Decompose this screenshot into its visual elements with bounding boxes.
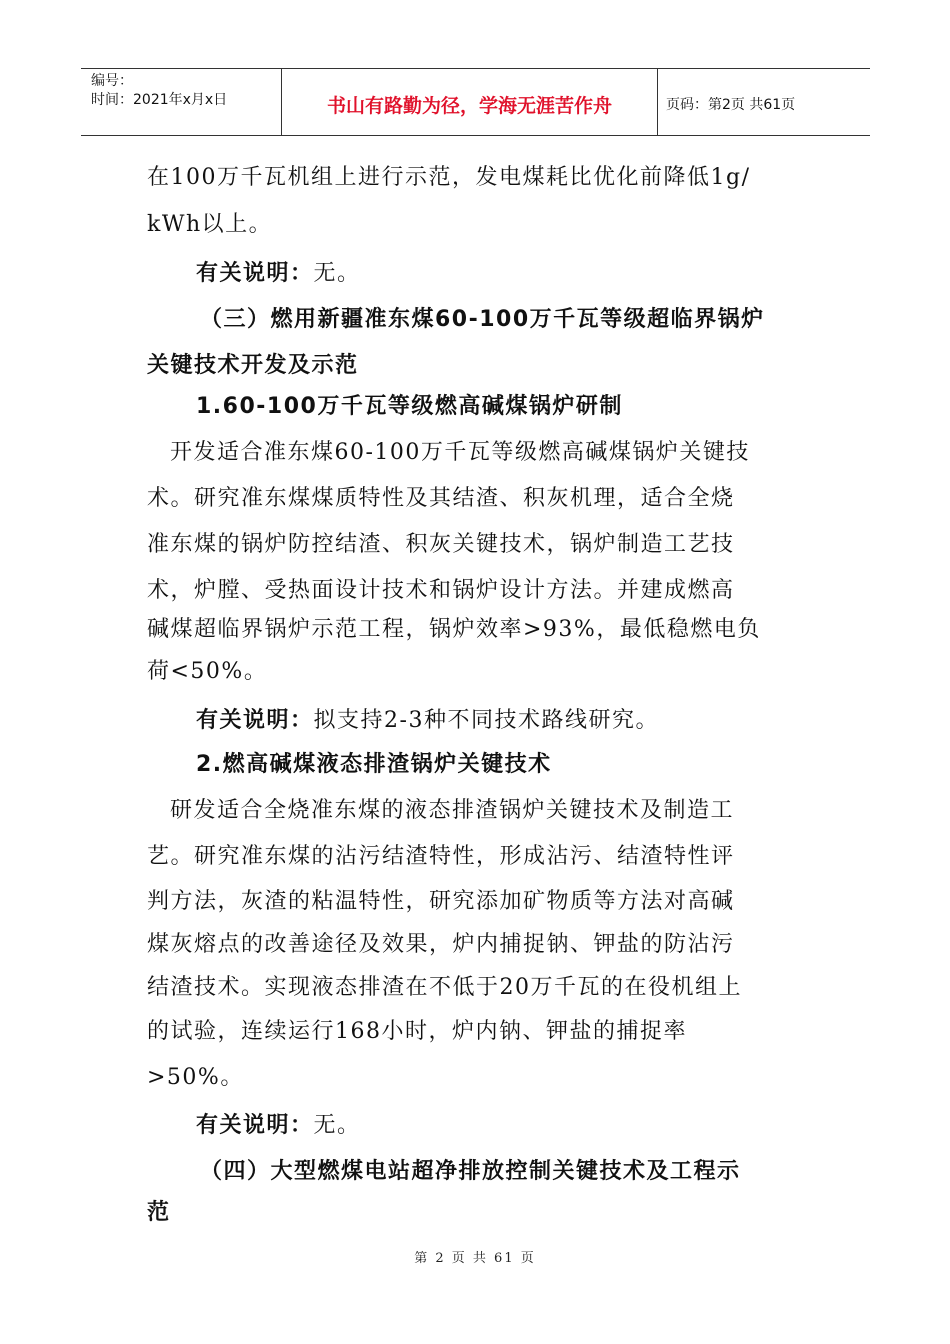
note-text: 无。 xyxy=(313,1113,361,1138)
note-1 xyxy=(196,256,361,287)
header-page-info: 页码：第2页 共61页 xyxy=(666,97,796,113)
note-text: 拟支持2-3种不同技术路线研究。 xyxy=(313,708,659,733)
note-label: 有关说明： xyxy=(196,708,314,733)
paragraph-line: 的试验，连续运行168小时，炉内钠、钾盐的捕捉率 xyxy=(147,1019,687,1044)
document-number-label: 编号： xyxy=(91,73,133,89)
section-heading-4: （四）大型燃煤电站超净排放控制关键技术及工程示 xyxy=(200,1159,741,1184)
note-label: 有关说明： xyxy=(196,261,314,286)
page-header xyxy=(81,68,870,136)
note-3 xyxy=(196,1108,361,1139)
paragraph-line: 荷<50%。 xyxy=(147,659,268,684)
paragraph-line: 研发适合全烧准东煤的液态排渣锅炉关键技术及制造工 xyxy=(170,798,735,823)
header-motto: 书山有路勤为径，学海无涯苦作舟 xyxy=(282,69,658,135)
paragraph-line: 碱煤超临界锅炉示范工程，锅炉效率>93%，最低稳燃电负 xyxy=(147,617,761,642)
header-meta xyxy=(81,69,282,135)
paragraph-line: 术。研究准东煤煤质特性及其结渣、积灰机理，适合全烧 xyxy=(147,486,735,511)
paragraph-line: 术，炉膛、受热面设计技术和锅炉设计方法。并建成燃高 xyxy=(147,578,735,603)
note-text: 无。 xyxy=(313,261,361,286)
note-2 xyxy=(196,703,659,734)
document-time-label: 时间：2021年x月x日 xyxy=(91,92,228,108)
paragraph-line: kWh以上。 xyxy=(147,212,273,237)
paragraph-line: 结渣技术。实现液态排渣在不低于20万千瓦的在役机组上 xyxy=(147,975,742,1000)
section-heading-3-cont: 关键技术开发及示范 xyxy=(147,353,359,378)
page-footer: 第 2 页 共 61 页 xyxy=(414,1251,536,1266)
paragraph-line: 在100万千瓦机组上进行示范，发电煤耗比优化前降低1g/ xyxy=(147,165,751,190)
paragraph-line: 艺。研究准东煤的沾污结渣特性，形成沾污、结渣特性评 xyxy=(147,844,735,869)
section-heading-3: （三）燃用新疆准东煤60-100万千瓦等级超临界锅炉 xyxy=(200,307,765,332)
subsection-heading-2: 2.燃高碱煤液态排渣锅炉关键技术 xyxy=(196,752,552,777)
subsection-heading-1: 1.60-100万千瓦等级燃高碱煤锅炉研制 xyxy=(196,394,623,419)
section-heading-4-cont: 范 xyxy=(147,1200,171,1225)
paragraph-line: 准东煤的锅炉防控结渣、积灰关键技术，锅炉制造工艺技 xyxy=(147,532,735,557)
paragraph-line: 判方法，灰渣的粘温特性，研究添加矿物质等方法对高碱 xyxy=(147,889,735,914)
paragraph-line: >50%。 xyxy=(147,1065,244,1090)
paragraph-line: 煤灰熔点的改善途径及效果，炉内捕捉钠、钾盐的防沾污 xyxy=(147,932,735,957)
note-label: 有关说明： xyxy=(196,1113,314,1138)
paragraph-line: 开发适合准东煤60-100万千瓦等级燃高碱煤锅炉关键技 xyxy=(170,440,750,465)
